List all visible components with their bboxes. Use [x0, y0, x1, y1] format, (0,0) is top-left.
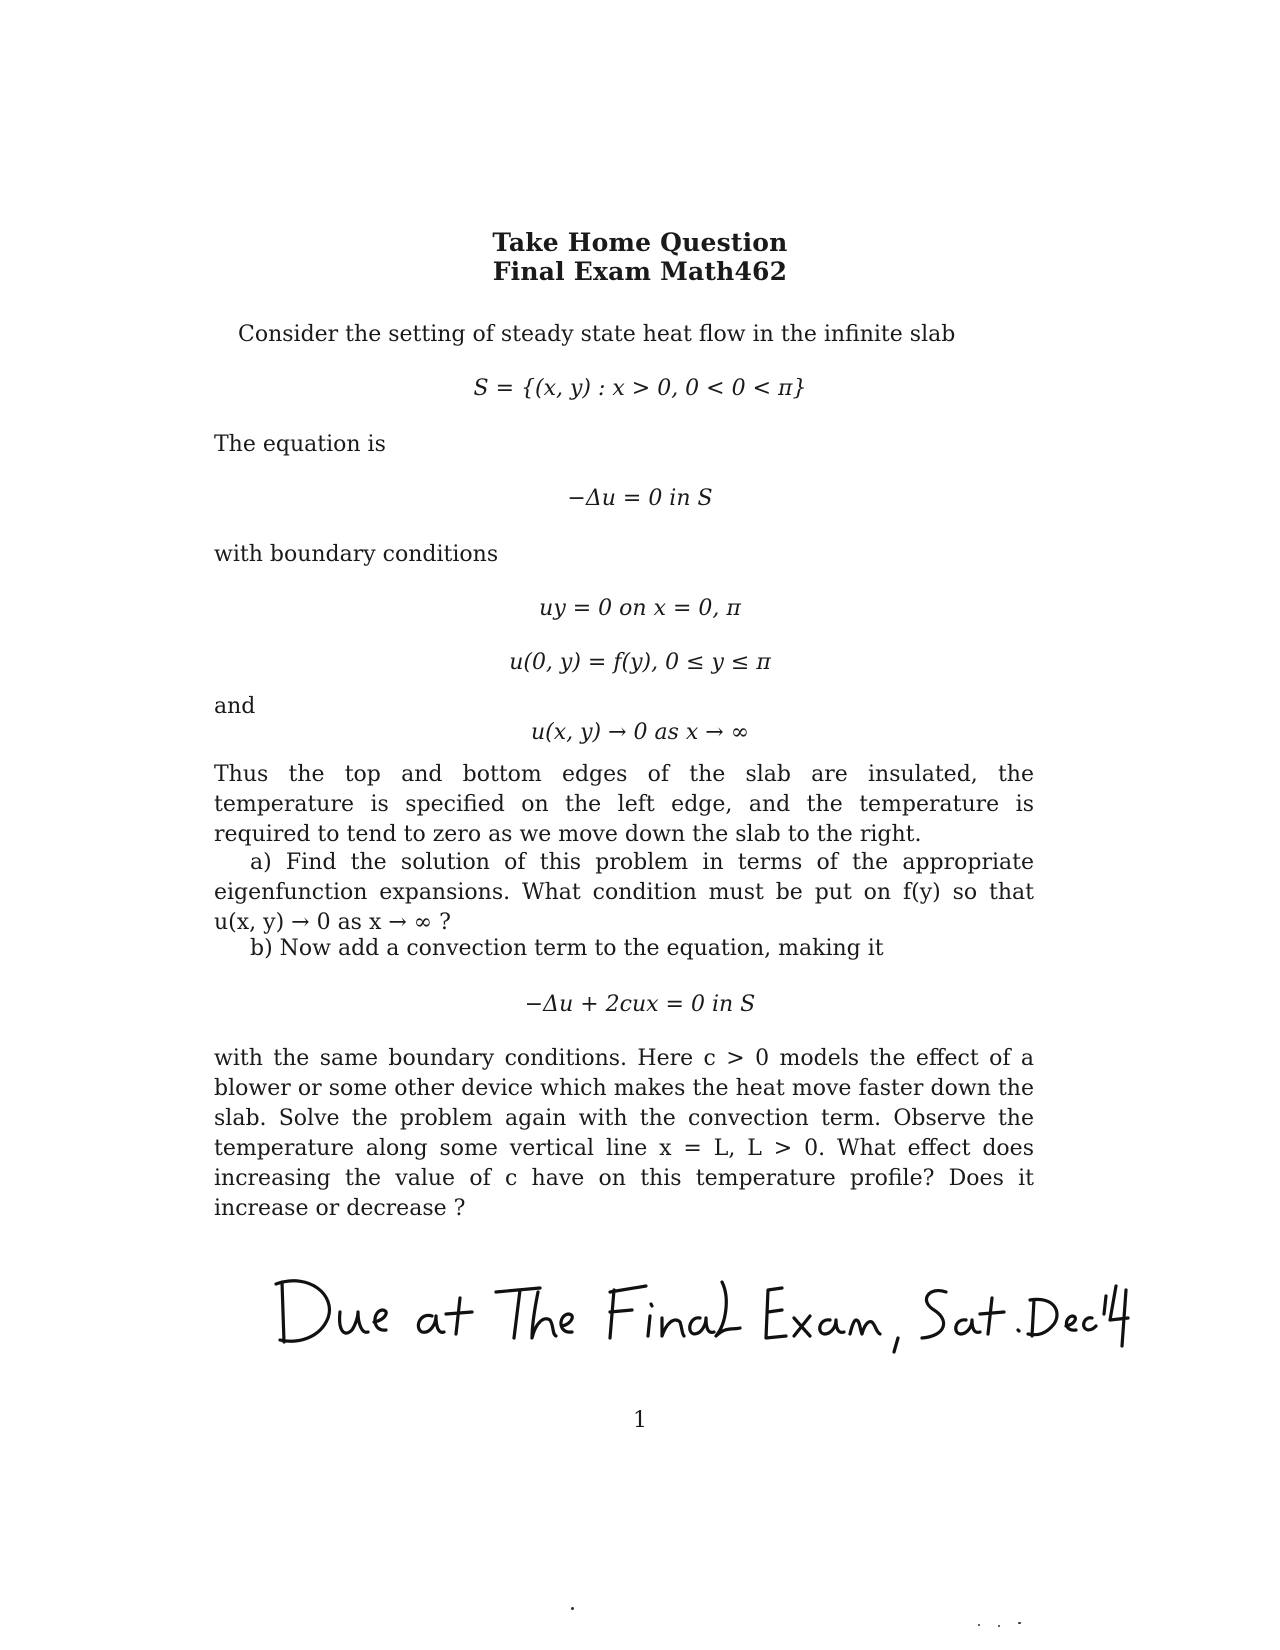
- title-line-1: Take Home Question: [492, 228, 788, 257]
- handwritten-note: [270, 1268, 1130, 1358]
- equation-label: The equation is: [214, 432, 386, 457]
- intro-text: Consider the setting of steady state heat flow in the infinite slab: [238, 322, 956, 347]
- thus-paragraph: Thus the top and bottom edges of the slab are insulated, the temperature is specified on the left edge, and the temperature is required to tend to zero as we move down the slab to the right.: [214, 762, 1034, 847]
- page-number: 1: [633, 1408, 647, 1433]
- boundary-condition-3: u(x, y) → 0 as x → ∞: [530, 720, 750, 745]
- boundary-condition-1: uy = 0 on x = 0, π: [539, 596, 741, 621]
- scan-speck: [571, 1607, 574, 1610]
- equation-slab: S = {(x, y) : x > 0, 0 < 0 < π}: [473, 376, 807, 401]
- equation-convection: −Δu + 2cux = 0 in S: [524, 992, 756, 1017]
- closing-paragraph: with the same boundary conditions. Here c > 0 models the effect of a blower or some other device which makes the heat move faster down the slab. Solve the problem again with the convection term. Observe the temperature along some vertical line x = L, L > 0. What effect does increasing the value of c have on this temperature profile? Does it increase or decrease ?: [214, 1046, 1034, 1221]
- and-label: and: [214, 694, 256, 719]
- scan-speck: [978, 1624, 980, 1626]
- scan-speck: [998, 1625, 1000, 1627]
- scan-speck: [1018, 1622, 1021, 1624]
- equation-main: −Δu = 0 in S: [567, 486, 713, 511]
- part-a-text: a) Find the solution of this problem in terms of the appropriate eigenfunction expansions. What condition must be put on f(y) so that u(x, y) → 0 as x → ∞ ?: [214, 850, 1034, 935]
- boundary-conditions-label: with boundary conditions: [214, 542, 499, 567]
- part-b-text: b) Now add a convection term to the equation, making it: [250, 936, 884, 961]
- title-line-2: Final Exam Math462: [492, 257, 788, 286]
- boundary-condition-2: u(0, y) = f(y), 0 ≤ y ≤ π: [509, 650, 771, 675]
